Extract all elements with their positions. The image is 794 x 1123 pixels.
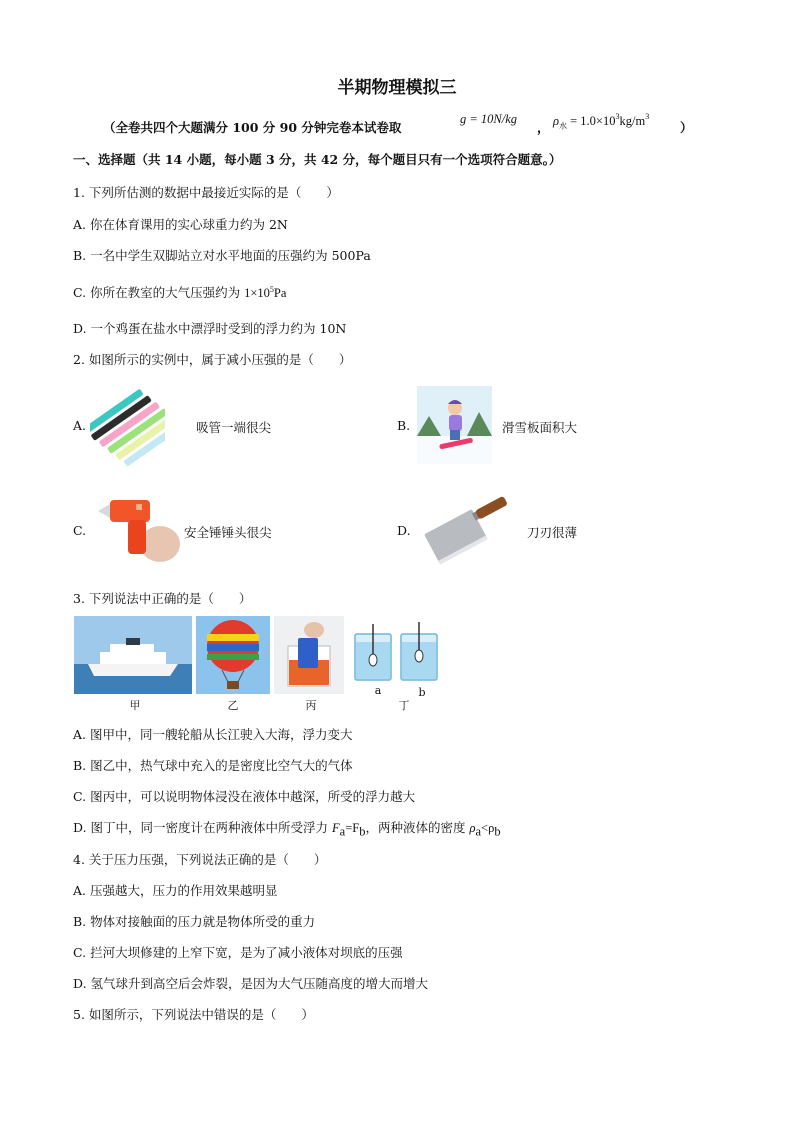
q1-option-c-exp: 5 — [269, 284, 274, 294]
q2-option-d-label: D. — [397, 523, 411, 538]
page-title: 半期物理模拟三 — [337, 78, 457, 98]
notice-separator: ， — [537, 120, 550, 135]
q3-rho-a-sub: a — [475, 824, 482, 839]
rho-symbol: ρ — [553, 114, 559, 128]
caption-ding: 丁 — [398, 699, 410, 712]
hydrometer-beakers-image — [351, 622, 443, 696]
q3-rho-lt: <ρ — [481, 821, 495, 835]
q3-force-b-sub: b — [359, 824, 366, 839]
q3-option-d-text: D. 图丁中，同一密度计在两种液体中所受浮力 — [73, 820, 329, 835]
safety-hammer-image — [90, 492, 180, 564]
q1-option-c — [73, 283, 286, 301]
caption-yi: 乙 — [227, 699, 239, 712]
q3-option-a: A. 图甲中，同一艘轮船从长江驶入大海，浮力变大 — [73, 727, 353, 742]
q2-stem: 2. 如图所示的实例中，属于减小压强的是（ ） — [73, 352, 352, 367]
q1-option-b: B. 一名中学生双脚站立对水平地面的压强约为 500Pa — [73, 248, 371, 263]
straws-image — [90, 383, 165, 473]
q2-option-c-label: C. — [73, 523, 87, 538]
caption-jia: 甲 — [129, 699, 141, 712]
q3-option-c: C. 图丙中，可以说明物体浸没在液体中越深，所受的浮力越大 — [73, 789, 416, 804]
q4-stem: 4. 关于压力压强，下列说法正确的是（ ） — [73, 852, 327, 867]
q3-rho-a: ρ — [469, 821, 476, 835]
q5-stem: 5. 如图所示，下列说法中错误的是（ ） — [73, 1007, 314, 1022]
exam-notice — [103, 118, 401, 136]
q1-option-a: A. 你在体育课用的实心球重力约为 2N — [73, 217, 288, 232]
q4-option-b: B. 物体对接触面的压力就是物体所受的重力 — [73, 914, 316, 929]
q1-option-c-value: 1×10 — [244, 286, 270, 300]
q2-option-d-text: 刀刃很薄 — [527, 525, 578, 540]
rho-unit: kg/m — [619, 114, 646, 128]
q3-option-d-tail: ，两种液体的密度 — [365, 820, 466, 835]
notice-text: （全卷共四个大题满分 100 分 90 分钟完卷本试卷取 — [103, 120, 402, 135]
ship-image — [74, 616, 192, 694]
rho-sub: 水 — [559, 121, 567, 131]
q3-rho-b-sub: b — [494, 824, 501, 839]
q2-option-b-text: 滑雪板面积大 — [502, 420, 578, 435]
beaker-a-label: a — [374, 684, 382, 697]
q4-option-c: C. 拦河大坝修建的上窄下宽，是为了减小液体对坝底的压强 — [73, 945, 403, 960]
q4-option-a: A. 压强越大，压力的作用效果越明显 — [73, 883, 278, 898]
q1-option-d: D. 一个鸡蛋在盐水中漂浮时受到的浮力约为 10N — [73, 321, 347, 336]
q1-option-c-text: C. 你所在教室的大气压强约为 — [73, 285, 241, 300]
q3-force-a-sub: a — [339, 824, 346, 839]
rho-formula — [553, 112, 649, 132]
q3-option-b: B. 图乙中，热气球中充入的是密度比空气大的气体 — [73, 758, 353, 773]
rho-unit-exp: 3 — [645, 112, 650, 121]
q3-force-a: F — [332, 821, 340, 835]
snowboard-image — [417, 386, 492, 464]
g-formula: g = 10N/kg — [460, 112, 518, 126]
beaker-b-label: b — [418, 686, 426, 699]
q4-option-d: D. 氢气球升到高空后会炸裂，是因为大气压随高度的增大而增大 — [73, 976, 429, 991]
q3-stem: 3. 下列说法中正确的是（ ） — [73, 591, 252, 606]
notice-close: ） — [680, 120, 693, 135]
knife-image — [418, 480, 512, 568]
q1-option-c-unit: Pa — [273, 286, 287, 300]
hot-air-balloon-image — [196, 616, 270, 694]
q3-force-eq: =F — [345, 821, 360, 835]
q1-stem: 1. 下列所估测的数据中最接近实际的是（ ） — [73, 185, 339, 200]
q2-option-a-text: 吸管一端很尖 — [196, 420, 272, 435]
immersion-experiment-image — [274, 616, 344, 694]
caption-bing: 丙 — [305, 699, 317, 712]
rho-value: = 1.0×10 — [570, 114, 616, 128]
rho-exp: 3 — [615, 112, 620, 121]
section-heading: 一、选择题（共 14 小题，每小题 3 分，共 42 分，每个题目只有一个选项符合题意。） — [73, 152, 562, 167]
q2-option-a-label: A. — [73, 418, 87, 433]
q3-option-d — [73, 818, 501, 840]
q2-option-b-label: B. — [397, 418, 411, 433]
q2-option-c-text: 安全锤锤头很尖 — [184, 525, 272, 540]
